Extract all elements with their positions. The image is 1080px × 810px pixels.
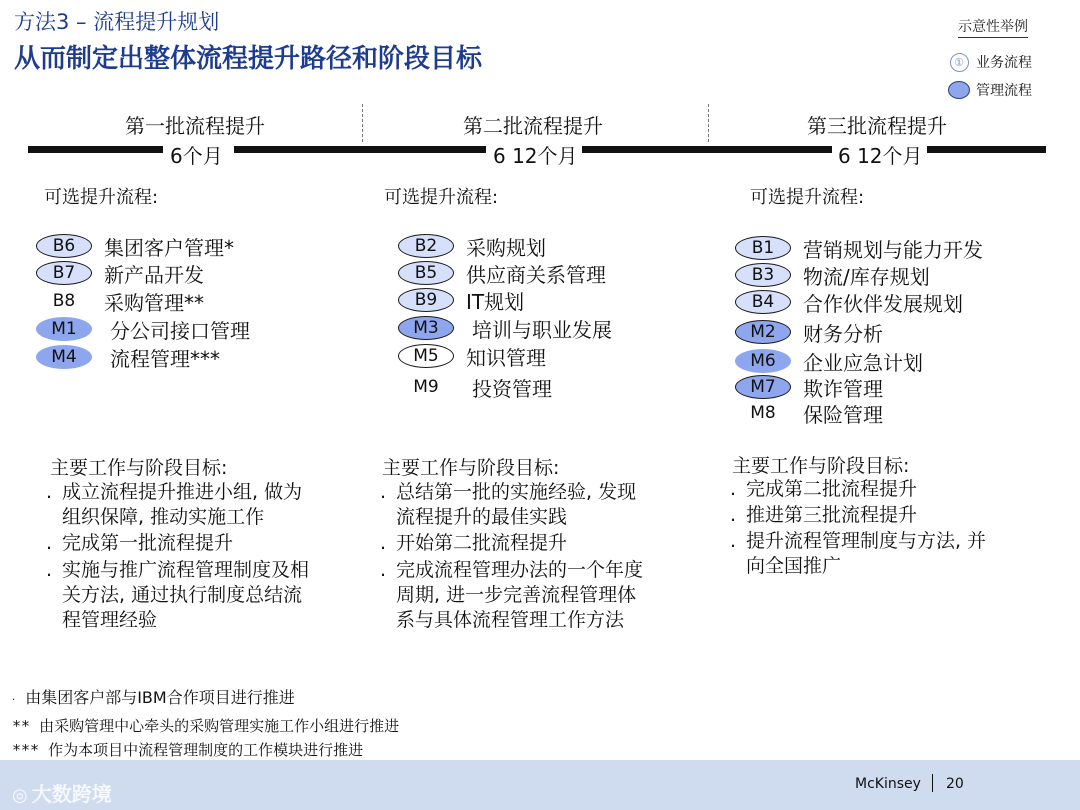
process-name: 合作伙伴发展规划 [803,291,963,316]
process-code-badge: M7 [735,375,791,399]
timeline-bar [582,146,832,153]
goal-item: . 完成第二批流程提升 [730,478,918,500]
goal-item: . 完成第一批流程提升 [46,532,234,554]
goal-item: . 总结第一批的实施经验, 发现 流程提升的最佳实践 [380,481,637,528]
phase-2-duration: 6 12个月 [489,140,582,169]
process-code-badge: B3 [735,263,791,287]
page-subtitle: 方法3 – 流程提升规划 [14,10,220,34]
page-number: 20 [946,776,964,792]
process-code-badge: B5 [398,261,454,285]
process-row [36,344,220,370]
process-row [398,343,546,369]
process-name: 采购规划 [466,235,546,260]
process-row [36,316,250,342]
process-name: 分公司接口管理 [110,318,250,343]
process-code-badge: B1 [735,236,791,260]
watermark: ◎ 大数跨境 [12,782,112,806]
phase-2-goals-label: 主要工作与阶段目标: [382,457,560,479]
process-row [398,287,524,313]
timeline-bar [924,146,1046,153]
phase-3-duration: 6 12个月 [834,140,927,169]
process-row [398,374,552,400]
circled-number-icon: ① [950,53,969,72]
process-name: 流程管理*** [110,346,220,371]
process-code-badge: M3 [398,316,454,340]
goal-item: . 实施与推广流程管理制度及相 关方法, 通过执行制度总结流 程管理经验 [46,559,310,631]
process-name: 企业应急计划 [803,350,923,375]
legend-business [948,52,1032,72]
process-row [398,233,546,259]
legend-management-label: 管理流程 [976,83,1032,99]
phase-2-optional-label: 可选提升流程: [384,187,499,208]
process-code-badge: B8 [52,291,76,311]
process-row [735,374,883,400]
process-row [36,260,204,286]
goal-item: . 成立流程提升推进小组, 做为 组织保障, 推动实施工作 [46,481,303,528]
phase-3-title: 第三批流程提升 [807,114,947,138]
footnote-2: ** 由采购管理中心牵头的采购管理实施工作小组进行推进 [12,717,400,735]
process-row [735,262,930,288]
process-name: 物流/库存规划 [803,264,930,289]
brand-label: McKinsey [855,776,921,792]
phase-3-goals-label: 主要工作与阶段目标: [732,455,910,477]
process-row [36,233,234,259]
timeline-bar [28,146,163,153]
goal-item: . 推进第三批流程提升 [730,504,918,526]
process-name: 欺诈管理 [803,376,883,401]
process-code-badge: M2 [735,320,791,344]
process-name: IT规划 [466,289,525,314]
process-code-badge: M4 [36,345,92,369]
page-title: 从而制定出整体流程提升路径和阶段目标 [14,44,483,74]
filled-oval-icon [948,81,970,99]
phase-1-duration: 6个月 [166,140,227,169]
phase-1-optional-label: 可选提升流程: [44,187,159,208]
process-code-badge: M9 [413,377,439,397]
legend [948,16,1058,100]
process-name: 集团客户管理* [104,235,234,260]
process-name: 供应商关系管理 [466,262,606,287]
process-name: 保险管理 [803,402,883,427]
process-code-badge: M1 [36,317,92,341]
process-name: 培训与职业发展 [472,317,612,342]
phase-1-title: 第一批流程提升 [125,114,265,138]
phase-divider [362,104,363,142]
process-row [735,235,983,261]
watermark-logo-icon: ◎ [12,785,28,806]
process-row [36,288,204,314]
process-name: 知识管理 [466,345,546,370]
footnote-3: *** 作为本项目中流程管理制度的工作模块进行推进 [12,741,364,759]
legend-label: 示意性举例 [958,16,1028,38]
process-name: 财务分析 [803,321,883,346]
process-name: 营销规划与能力开发 [803,237,983,262]
process-name: 投资管理 [472,376,552,401]
process-code-badge: B9 [398,288,454,312]
process-row [735,348,923,374]
legend-business-label: 业务流程 [976,55,1032,71]
process-name: 新产品开发 [104,262,204,287]
process-code-badge: B4 [735,290,791,314]
process-row [735,400,883,426]
process-code-badge: M5 [398,344,454,368]
legend-management [948,80,1032,100]
goal-item: . 完成流程管理办法的一个年度 周期, 进一步完善流程管理体 系与具体流程管理工作方法 [380,559,644,631]
footnote-1: · 由集团客户部与IBM合作项目进行推进 [12,688,295,707]
phase-2-title: 第二批流程提升 [463,114,603,138]
goal-item: . 提升流程管理制度与方法, 并 向全国推广 [730,530,987,577]
phase-3-optional-label: 可选提升流程: [750,187,865,208]
process-row [398,260,606,286]
timeline-bar [234,146,486,153]
footer-divider [932,774,933,792]
process-code-badge: B6 [36,234,92,258]
process-row [735,289,963,315]
phase-divider [708,104,709,142]
process-name: 采购管理** [104,290,204,315]
process-code-badge: B2 [398,234,454,258]
phase-1-goals-label: 主要工作与阶段目标: [50,457,228,479]
goal-item: . 开始第二批流程提升 [380,532,568,554]
process-row [398,315,612,341]
process-code-badge: M8 [750,403,776,423]
process-row [735,319,883,345]
process-code-badge: B7 [36,261,92,285]
process-code-badge: M6 [735,349,791,373]
